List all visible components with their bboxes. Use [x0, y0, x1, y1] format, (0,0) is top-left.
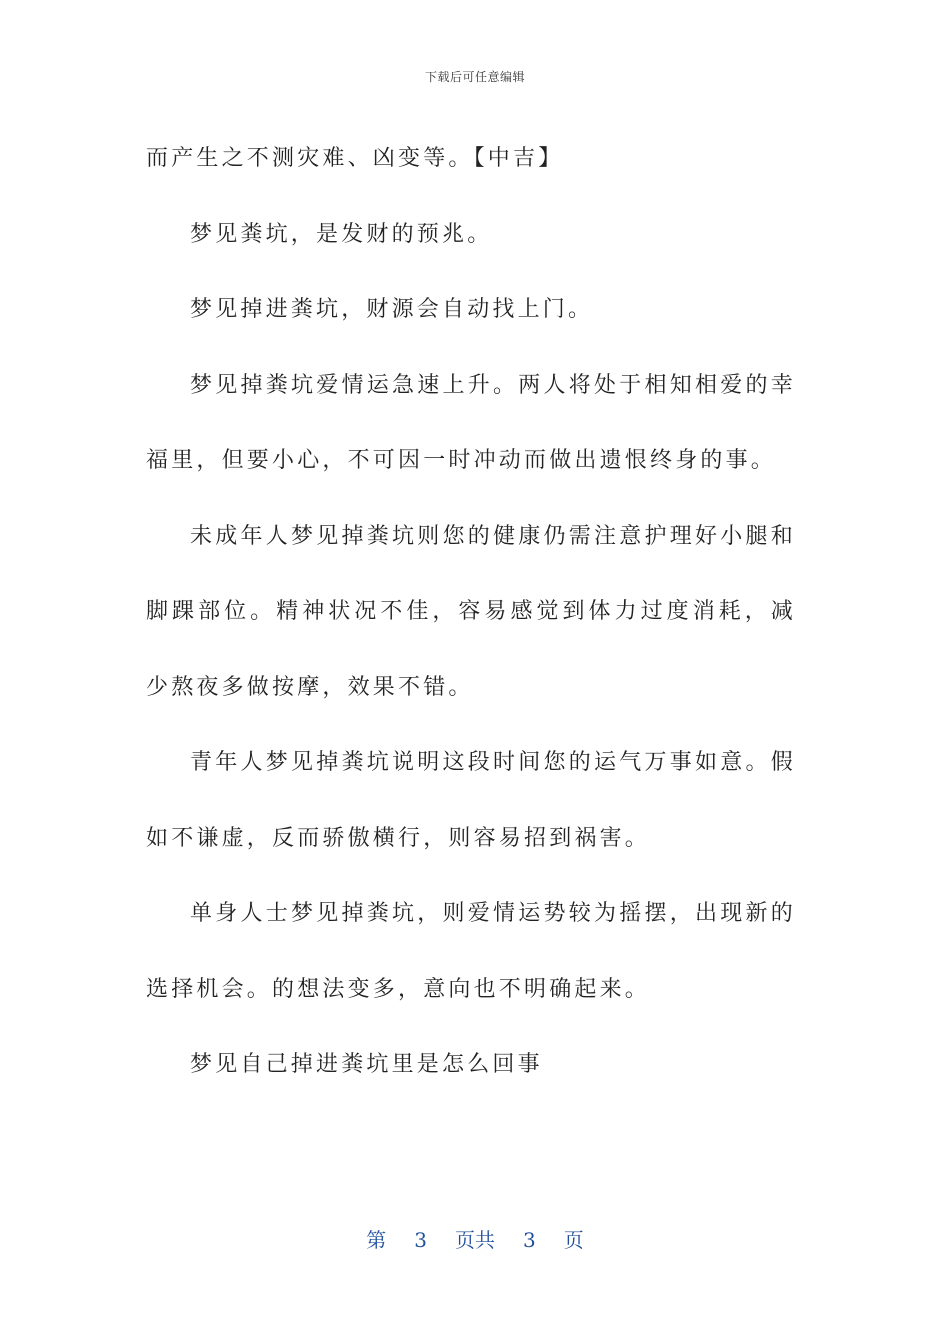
paragraph-continuation: 而产生之不测灾难、凶变等。【中吉】 — [146, 146, 564, 171]
paragraph: 青年人梦见掉粪坑说明这段时间您的运气万事如意。假如不谦虚，反而骄傲横行，则容易招到祸害。 — [146, 750, 796, 851]
document-body — [146, 121, 796, 1103]
page-footer — [0, 1224, 950, 1253]
page-header: 下载后可任意编辑 — [424, 70, 525, 84]
page-label: 第 — [366, 1228, 387, 1252]
total-pages-number: 3 — [523, 1228, 536, 1252]
page-suffix-label: 页 — [563, 1228, 584, 1252]
paragraph: 梦见粪坑，是发财的预兆。 — [190, 221, 493, 247]
section-heading: 梦见自己掉进粪坑里是怎么回事 — [190, 1052, 543, 1077]
paragraph: 未成年人梦见掉粪坑则您的健康仍需注意护理好小腿和脚踝部位。精神状况不佳，容易感觉到体力过度消耗，减少熬夜多做按摩，效果不错。 — [146, 523, 796, 700]
paragraph: 梦见掉进粪坑，财源会自动找上门。 — [190, 297, 594, 322]
current-page-number: 3 — [414, 1228, 427, 1252]
page-unit-label: 页共 — [455, 1228, 495, 1252]
paragraph: 梦见掉粪坑爱情运急速上升。两人将处于相知相爱的幸福里，但要小心，不可因一时冲动而做出遗恨终身的事。 — [146, 372, 796, 473]
paragraph: 单身人士梦见掉粪坑，则爱情运势较为摇摆，出现新的选择机会。的想法变多，意向也不明确起来。 — [146, 901, 796, 1002]
